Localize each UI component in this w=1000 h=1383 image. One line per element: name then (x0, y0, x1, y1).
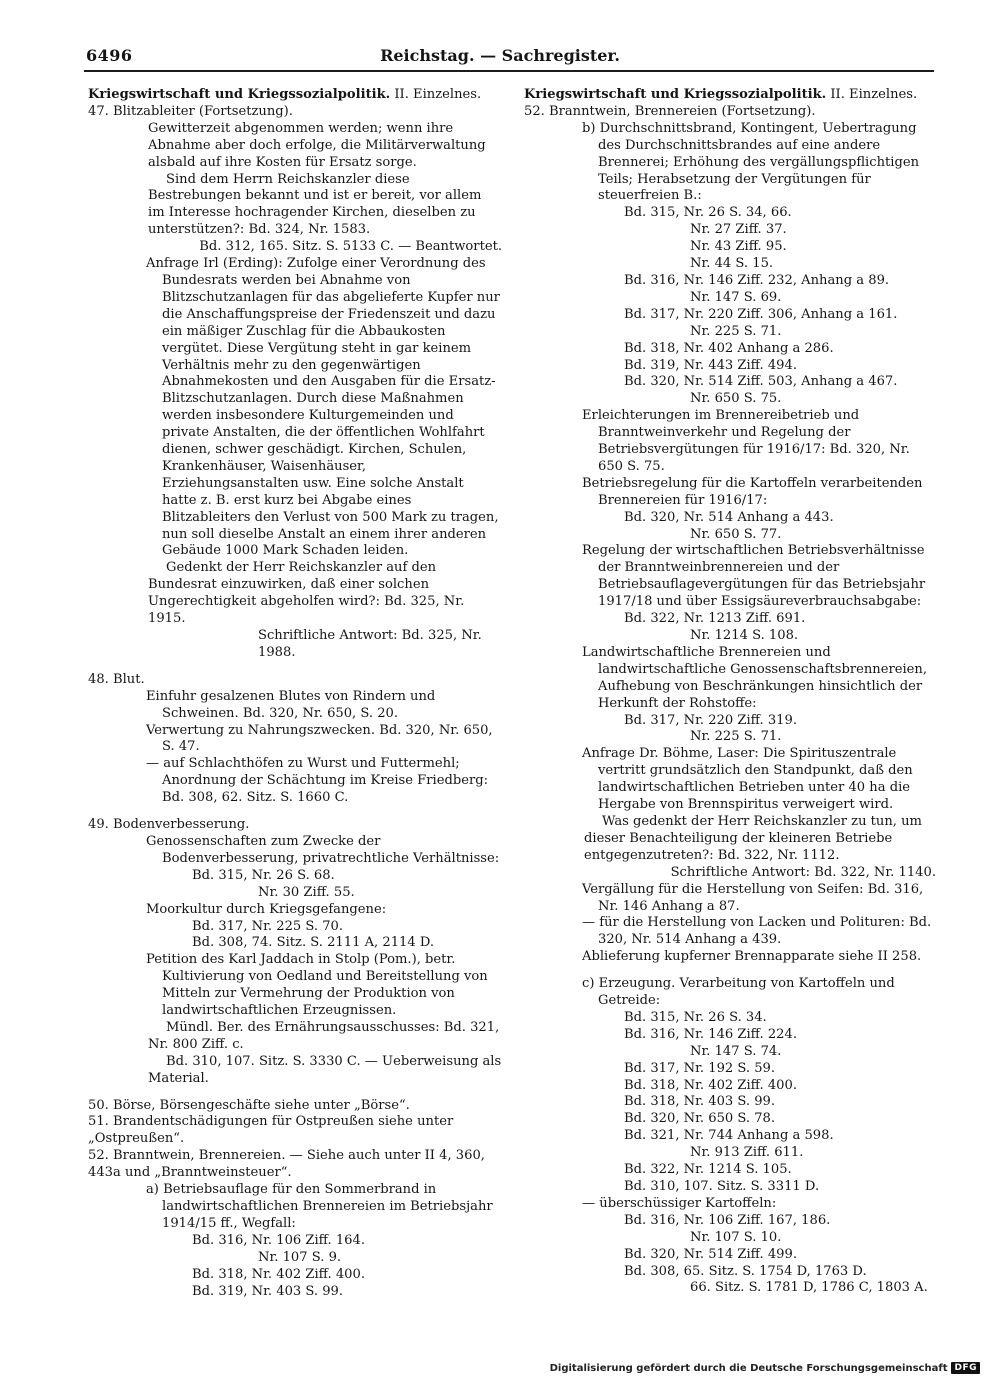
index-line: Gedenkt der Herr Reichskanzler auf den Bundesrat einzuwirken, daß einer solchen Ungerechtigkeit abgeholfen wird?: Bd. 325, Nr. 1915. (148, 560, 465, 627)
index-line: Bd. 319, Nr. 443 Ziff. 494. (624, 357, 797, 373)
index-line: Bd. 316, Nr. 106 Ziff. 164. (192, 1232, 365, 1248)
index-line: Anfrage Dr. Böhme, Laser: Die Spirituszentrale vertritt grundsätzlich den Standpunkt, daß den landwirtschaftlichen Betrieben unter 40 ha die Hergabe von Brennspiritus verweigert wird. (582, 746, 913, 813)
index-line: b) Durchschnittsbrand, Kontingent, Uebertragung des Durchschnittsbrandes auf eine andere Brennerei; Erhöhung des vergällungspflichtigen Teils; Herabsetzung der Vergütungen für steuerfreien B.: (582, 120, 920, 204)
index-line: Anfrage Irl (Erding): Zufolge einer Verordnung des Bundesrats werden bei Abnahme von Blitzschutzanlagen für das abgelieferte Kupfer nur die Anschaffungspreise der Friedenszeit und dazu ein mäßiger Zuschlag für die Abbaukosten vergütet. Diese Vergütung steht in gar keinem Verhältnis mehr zu den gegenwärtigen Abnahmekosten und den Ausgaben für die Ersatz-Blitzschutzanlagen. Durch diese Maßnahmen werden insbesondere Kulturgemeinden und private Anstalten, die der öffentlichen Wohlfahrt dienen, schwer geschädigt. Kirchen, Schulen, Krankenhäuser, Waisenhäuser, Erziehungsanstalten usw. Eine solche Anstalt hatte z. B. erst kurz bei Abgabe eines Blitzableiters den Verlust von 500 Mark zu tragen, nun soll dieselbe Anstalt an einem ihrer anderen Gebäude 1000 Mark Schaden leiden. (146, 256, 500, 559)
right-column (524, 87, 936, 1297)
index-line: 51. Brandentschädigungen für Ostpreußen siehe unter „Ostpreußen“. (88, 1114, 454, 1147)
index-line: Landwirtschaftliche Brennereien und landwirtschaftliche Genossenschaftsbrennereien, Aufhebung von Beschränkungen hinsichtlich der Herkunft der Rohstoffe: (582, 644, 927, 711)
index-line: Regelung der wirtschaftlichen Betriebsverhältnisse der Branntweinbrennereien und der Betriebsauflagevergütungen für das Betriebsjahr 1917/18 und über Essigsäureverbrauchsabgabe: (582, 543, 926, 610)
index-line: Schriftliche Antwort: Bd. 325, Nr. 1988. (258, 628, 482, 660)
index-line: Schriftliche Antwort: Bd. 322, Nr. 1140. (670, 864, 936, 880)
index-line: Bd. 320, Nr. 514 Ziff. 499. (624, 1246, 797, 1262)
index-line: Petition des Karl Jaddach in Stolp (Pom.), betr. Kultivierung von Oedland und Bereitstellung von Mitteln zur Vermehrung der Produktion von landwirtschaftlichen Erzeugnissen. (146, 952, 488, 1019)
index-line: Nr. 147 S. 74. (690, 1043, 782, 1059)
index-line: Bd. 315, Nr. 26 S. 34. (624, 1009, 767, 1025)
index-line: Bd. 316, Nr. 146 Ziff. 224. (624, 1026, 797, 1042)
index-line: Bd. 316, Nr. 106 Ziff. 167, 186. (624, 1212, 831, 1228)
index-line: Bd. 316, Nr. 146 Ziff. 232, Anhang a 89. (624, 272, 890, 288)
index-line: Nr. 107 S. 9. (258, 1249, 342, 1265)
index-line: 52. Branntwein, Brennereien. — Siehe auch unter II 4, 360, 443a und „Branntweinsteuer“. (88, 1148, 485, 1181)
footer-credit (550, 1362, 980, 1374)
index-line: Bd. 308, 74. Sitz. S. 2111 A, 2114 D. (192, 935, 435, 951)
index-line: Moorkultur durch Kriegsgefangene: (146, 901, 387, 917)
index-line: Bd. 310, 107. Sitz. S. 3330 C. — Ueberweisung als Material. (148, 1053, 502, 1086)
index-line: 66. Sitz. S. 1781 D, 1786 C, 1803 A. (690, 1280, 928, 1296)
index-line: Bd. 318, Nr. 402 Anhang a 286. (624, 340, 834, 356)
spacer (88, 807, 502, 817)
index-line: Kriegswirtschaft und Kriegssozialpolitik. II. Einzelnes. (88, 87, 482, 102)
header-rule (84, 70, 934, 72)
index-line: Vergällung für die Herstellung von Seifen: Bd. 316, Nr. 146 Anhang a 87. (582, 881, 924, 914)
index-line: Erleichterungen im Brennereibetrieb und Branntweinverkehr und Regelung der Betriebsvergütungen für 1916/17: Bd. 320, Nr. 650 S. 75. (582, 408, 910, 474)
left-column (88, 87, 502, 1300)
index-line: Bd. 320, Nr. 514 Anhang a 443. (624, 509, 834, 525)
spacer (88, 1088, 502, 1098)
index-line: c) Erzeugung. Verarbeitung von Kartoffeln und Getreide: (582, 976, 895, 1009)
index-line: Nr. 913 Ziff. 611. (690, 1145, 804, 1161)
index-line: Bd. 310, 107. Sitz. S. 3311 D. (624, 1179, 820, 1194)
index-line: Betriebsregelung für die Kartoffeln verarbeitenden Brennereien für 1916/17: (582, 475, 923, 508)
running-head: Reichstag. — Sachregister. (380, 46, 620, 65)
index-line: Bd. 315, Nr. 26 S. 34, 66. (624, 205, 792, 221)
dfg-logo: DFG (951, 1362, 980, 1374)
index-line: 52. Branntwein, Brennereien (Fortsetzung). (524, 103, 816, 119)
index-line: Bd. 312, 165. Sitz. S. 5133 C. — Beantwortet. (199, 239, 502, 255)
index-line: Was gedenkt der Herr Reichskanzler zu tun, um dieser Benachteiligung der kleineren Betriebe entgegenzutreten?: Bd. 322, Nr. 1112. (584, 813, 922, 863)
index-line: Nr. 650 S. 75. (690, 391, 782, 407)
index-line: Nr. 650 S. 77. (690, 526, 782, 542)
index-line: Bd. 317, Nr. 225 S. 70. (192, 918, 344, 934)
index-line: a) Betriebsauflage für den Sommerbrand in landwirtschaftlichen Brennereien im Betriebsjahr 1914/15 ff., Wegfall: (146, 1182, 493, 1231)
index-line: Nr. 225 S. 71. (690, 323, 782, 339)
index-line: Genossenschaften zum Zwecke der Bodenverbesserung, privatrechtliche Verhältnisse: (146, 833, 500, 866)
index-line: 48. Blut. (88, 671, 145, 687)
index-line: Kriegswirtschaft und Kriegssozialpolitik. II. Einzelnes. (524, 87, 918, 102)
index-line: — für die Herstellung von Lacken und Polituren: Bd. 320, Nr. 514 Anhang a 439. (582, 915, 932, 948)
spacer (524, 966, 936, 976)
index-line: — überschüssiger Kartoffeln: (582, 1195, 777, 1211)
index-line: Bd. 318, Nr. 402 Ziff. 400. (624, 1077, 797, 1093)
index-line: — auf Schlachthöfen zu Wurst und Futtermehl; Anordnung der Schächtung im Kreise Friedberg: Bd. 308, 62. Sitz. S. 1660 C. (146, 756, 489, 806)
index-line: Mündl. Ber. des Ernährungsausschusses: Bd. 321, Nr. 800 Ziff. c. (148, 1019, 500, 1052)
index-line: Nr. 43 Ziff. 95. (690, 239, 787, 255)
index-line: Bd. 317, Nr. 192 S. 59. (624, 1060, 776, 1076)
index-line: Bd. 318, Nr. 403 S. 99. (624, 1094, 776, 1110)
index-line: 50. Börse, Börsengeschäfte siehe unter „Börse“. (88, 1097, 410, 1113)
index-line: Bd. 319, Nr. 403 S. 99. (192, 1283, 344, 1299)
index-line: Nr. 30 Ziff. 55. (258, 884, 355, 900)
index-line: 49. Bodenverbesserung. (88, 817, 250, 833)
index-line: Ablieferung kupferner Brennapparate siehe II 258. (582, 949, 922, 965)
index-line: Bd. 320, Nr. 514 Ziff. 503, Anhang a 467. (624, 374, 898, 390)
index-line: Bd. 318, Nr. 402 Ziff. 400. (192, 1266, 365, 1282)
index-line: 47. Blitzableiter (Fortsetzung). (88, 103, 293, 119)
index-line: Einfuhr gesalzenen Blutes von Rindern und Schweinen. Bd. 320, Nr. 650, S. 20. (146, 688, 436, 721)
index-line: Nr. 225 S. 71. (690, 729, 782, 745)
page-number: 6496 (86, 46, 133, 65)
index-line: Nr. 107 S. 10. (690, 1229, 782, 1245)
index-line: Nr. 44 S. 15. (690, 256, 774, 272)
index-line: Bd. 317, Nr. 220 Ziff. 319. (624, 712, 797, 728)
index-line: Bd. 308, 65. Sitz. S. 1754 D, 1763 D. (624, 1263, 867, 1279)
index-line: Bd. 322, Nr. 1214 S. 105. (624, 1162, 792, 1178)
index-line: Sind dem Herrn Reichskanzler diese Bestrebungen bekannt und ist er bereit, vor allem im Interesse hochragender Kirchen, dieselben zu unterstützen?: Bd. 324, Nr. 1583. (148, 171, 482, 238)
footer-text: Digitalisierung gefördert durch die Deutsche Forschungsgemeinschaft (549, 1362, 948, 1374)
index-line: Bd. 321, Nr. 744 Anhang a 598. (624, 1128, 834, 1144)
index-line: Bd. 317, Nr. 220 Ziff. 306, Anhang a 161. (624, 306, 898, 322)
index-line: Nr. 147 S. 69. (690, 289, 782, 305)
index-line: Nr. 1214 S. 108. (690, 628, 799, 643)
index-line: Verwertung zu Nahrungszwecken. Bd. 320, Nr. 650, S. 47. (146, 722, 493, 755)
index-line: Bd. 322, Nr. 1213 Ziff. 691. (624, 611, 806, 627)
index-line: Nr. 27 Ziff. 37. (690, 222, 787, 238)
index-line: Gewitterzeit abgenommen werden; wenn ihre Abnahme aber doch erfolge, die Militärverwaltung alsbald auf ihre Kosten für Ersatz sorge. (148, 120, 486, 170)
index-line: Bd. 320, Nr. 650 S. 78. (624, 1111, 776, 1127)
index-line: Bd. 315, Nr. 26 S. 68. (192, 867, 335, 883)
spacer (88, 662, 502, 672)
